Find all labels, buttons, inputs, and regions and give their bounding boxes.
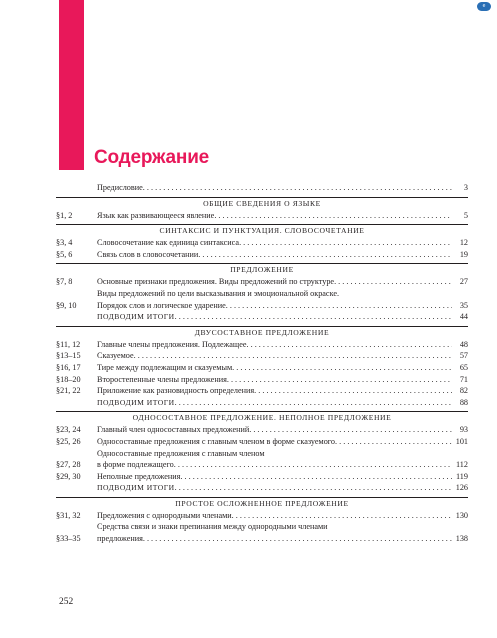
toc-leader-dots (254, 385, 452, 397)
toc-entry-title: Неполные предложения (97, 471, 181, 481)
toc-entry[interactable] (56, 210, 468, 222)
toc-entry-title: Виды предложений по цели высказывания и эмоциональной окраске. (97, 288, 340, 298)
toc-page-number: 57 (459, 351, 468, 361)
page-number: 252 (59, 597, 74, 607)
toc-leader-dots (175, 311, 452, 323)
toc-entry[interactable] (56, 521, 468, 544)
toc-paragraph-number: §33–35 (56, 534, 81, 544)
toc-page-number: 35 (459, 300, 468, 310)
toc-leader-dots (134, 350, 452, 362)
toc-page-number: 48 (459, 339, 468, 349)
toc-leader-dots (143, 533, 452, 545)
toc-entry-title: Язык как развивающееся явление (97, 210, 215, 220)
toc-entry[interactable] (56, 339, 468, 351)
toc-page-number: 71 (459, 374, 468, 384)
toc-entry-title: Главный член односоставных предложений (97, 425, 250, 435)
toc-paragraph-number: §13–15 (56, 351, 81, 361)
toc-page-number: 126 (455, 483, 468, 493)
toc-section-heading: СИНТАКСИС И ПУНКТУАЦИЯ. СЛОВОСОЧЕТАНИЕ (56, 224, 468, 237)
toc-summary-entry[interactable] (56, 482, 468, 494)
toc-summary-entry[interactable] (56, 311, 468, 323)
toc-leader-dots (239, 237, 452, 249)
toc-leader-dots (226, 300, 452, 312)
toc-leader-dots (335, 436, 452, 448)
toc-section-heading: ОБЩИЕ СВЕДЕНИЯ О ЯЗЫКЕ (56, 197, 468, 210)
toc-paragraph-number: §31, 32 (56, 510, 81, 520)
toc-entry-title: ПОДВОДИМ ИТОГИ (97, 483, 175, 493)
toc-page-number: 130 (455, 510, 468, 520)
toc-entry-title: Предложения с однородными членами (97, 510, 232, 520)
toc-entry[interactable] (56, 510, 468, 522)
toc-entry-title: ПОДВОДИМ ИТОГИ (97, 312, 175, 322)
toc-leader-dots (214, 210, 452, 222)
toc-entry-title: в форме подлежащего (97, 460, 174, 470)
toc-entry[interactable] (56, 471, 468, 483)
toc-leader-dots (334, 276, 452, 288)
toc-paragraph-number: §29, 30 (56, 471, 81, 481)
toc-entry[interactable] (56, 276, 468, 288)
toc-entry-title: предложения (97, 534, 143, 544)
toc-entry[interactable] (56, 374, 468, 386)
accent-bar (59, 0, 84, 170)
toc-page-number: 65 (459, 362, 468, 372)
toc-entry[interactable] (56, 249, 468, 261)
toc-page-number: 112 (456, 460, 468, 470)
toc-entry-title: Основные признаки предложения. Виды предложений по структуре (97, 277, 335, 287)
toc-page-number: 5 (463, 210, 468, 220)
toc-leader-dots (232, 510, 452, 522)
toc-paragraph-number: §21, 22 (56, 386, 81, 396)
toc-entry[interactable] (56, 237, 468, 249)
toc-entry[interactable] (56, 385, 468, 397)
toc-entry-title: ПОДВОДИМ ИТОГИ (97, 397, 175, 407)
toc-leader-dots (175, 397, 452, 409)
toc-entry[interactable] (56, 288, 468, 311)
toc-leader-dots (174, 459, 452, 471)
toc-paragraph-number: §23, 24 (56, 425, 81, 435)
toc-paragraph-number: §1, 2 (56, 210, 73, 220)
toc-entry[interactable] (56, 362, 468, 374)
toc-entry[interactable] (56, 350, 468, 362)
toc-entry[interactable] (56, 448, 468, 471)
toc-page-number: 82 (459, 386, 468, 396)
table-of-contents (56, 182, 468, 545)
toc-entry-title: Приложение как разновидность определения (97, 386, 255, 396)
toc-page-number: 101 (455, 436, 468, 446)
toc-entry-title: Предисловие (97, 183, 143, 192)
toc-paragraph-number: §11, 12 (56, 339, 81, 349)
toc-leader-dots (175, 482, 452, 494)
toc-page-number: 44 (459, 312, 468, 322)
toc-page-number: 27 (459, 277, 468, 287)
toc-paragraph-number: §5, 6 (56, 249, 73, 259)
toc-page-number: 119 (456, 471, 468, 481)
toc-leader-dots (143, 182, 452, 194)
toc-paragraph-number: §3, 4 (56, 238, 73, 248)
toc-section-heading: ДВУСОСТАВНОЕ ПРЕДЛОЖЕНИЕ (56, 326, 468, 339)
page-title: Содержание (94, 147, 210, 168)
toc-page-number: 138 (455, 534, 468, 544)
toc-leader-dots (232, 362, 452, 374)
toc-entry-title: Словосочетание как единица синтаксиса (97, 238, 240, 248)
toc-entry-title: Главные члены предложения. Подлежащее (97, 339, 247, 349)
toc-leader-dots (249, 424, 452, 436)
toc-paragraph-number: §9, 10 (56, 300, 77, 310)
toc-leader-dots (198, 249, 452, 261)
toc-entry-title: Сказуемое (97, 351, 134, 361)
toc-entry-title: Второстепенные члены предложения (97, 374, 227, 384)
toc-page-number: 3 (463, 183, 468, 192)
toc-summary-entry[interactable] (56, 397, 468, 409)
toc-section-heading: ОДНОСОСТАВНОЕ ПРЕДЛОЖЕНИЕ. НЕПОЛНОЕ ПРЕДЛОЖЕНИЕ (56, 411, 468, 424)
toc-page-number: 88 (459, 397, 468, 407)
toc-entry-title: Связь слов в словосочетании (97, 249, 199, 259)
toc-paragraph-number: §25, 26 (56, 436, 81, 446)
toc-entry-title: Односоставные предложения с главным членом в форме сказуемого (97, 436, 336, 446)
toc-page-number: 12 (459, 238, 468, 248)
toc-section-heading: ПРЕДЛОЖЕНИЕ (56, 263, 468, 276)
toc-paragraph-number: §7, 8 (56, 277, 73, 287)
toc-entry[interactable] (56, 436, 468, 448)
toc-entry-title: Средства связи и знаки препинания между однородными членами (97, 522, 328, 532)
toc-leader-dots (247, 339, 453, 351)
toc-entry[interactable] (56, 182, 468, 194)
toc-paragraph-number: §18–20 (56, 374, 81, 384)
toc-paragraph-number: §27, 28 (56, 460, 81, 470)
publisher-logo-icon: e (477, 2, 491, 11)
toc-section-heading: ПРОСТОЕ ОСЛОЖНЕННОЕ ПРЕДЛОЖЕНИЕ (56, 497, 468, 510)
toc-leader-dots (180, 471, 452, 483)
toc-leader-dots (227, 374, 452, 386)
toc-entry[interactable] (56, 424, 468, 436)
toc-entry-title: Порядок слов и логическое ударение (97, 300, 226, 310)
toc-page-number: 19 (459, 249, 468, 259)
toc-entry-title: Односоставные предложения с главным членом (97, 448, 265, 458)
toc-paragraph-number: §16, 17 (56, 362, 81, 372)
toc-entry-title: Тире между подлежащим и сказуемым (97, 362, 233, 372)
toc-page-number: 93 (459, 425, 468, 435)
